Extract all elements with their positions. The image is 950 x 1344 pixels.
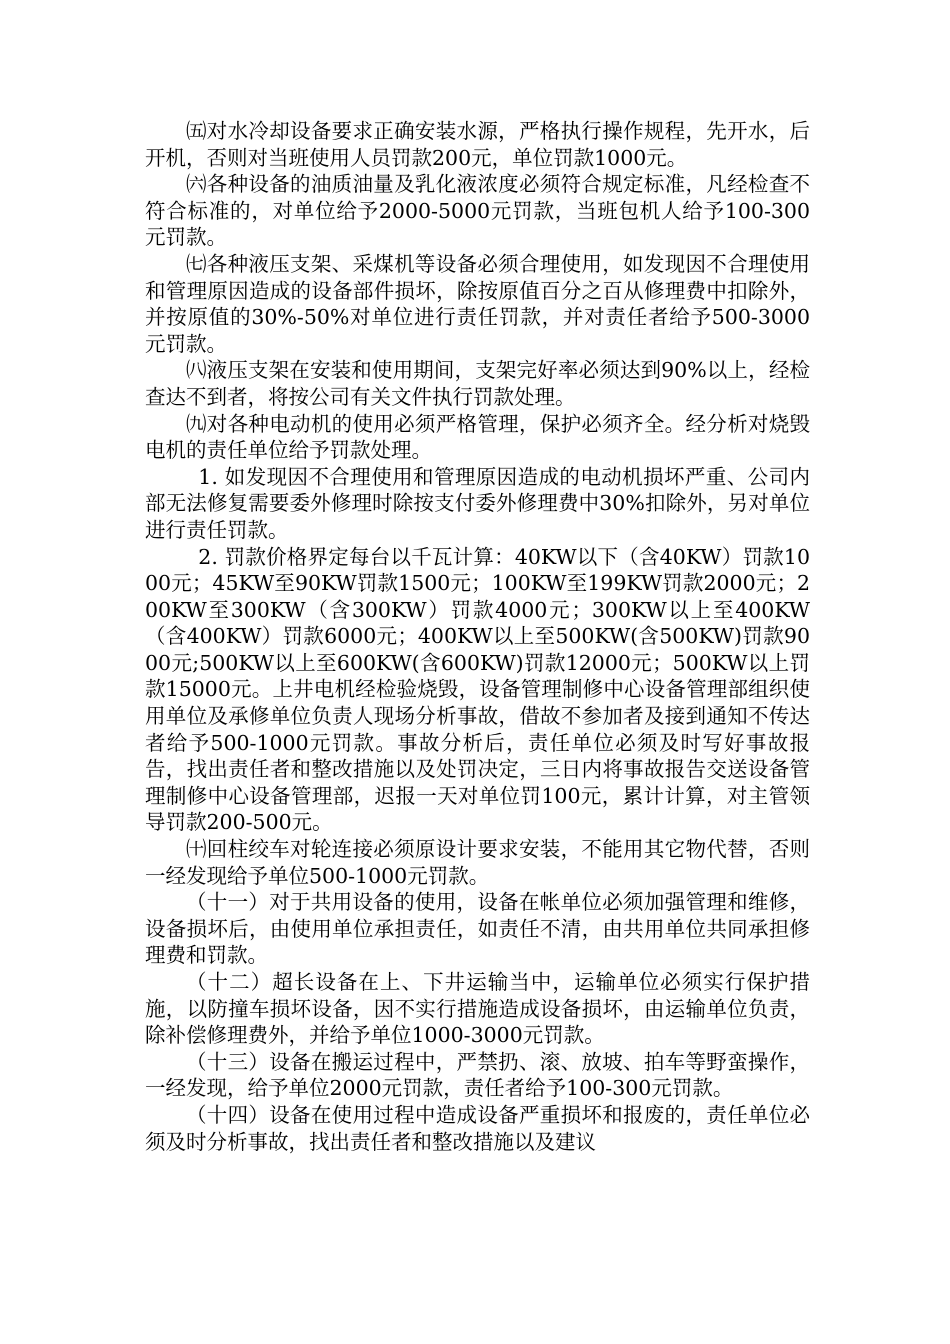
clause-9-item-2: 2. 罚款价格界定每台以千瓦计算：40KW以下（含40KW）罚款1000元；45KW至90KW罚款1500元；100KW至199KW罚款2000元；200KW至300KW（含300KW）罚款4000元；300KW以上至400KW（含400KW）罚款6000元；400KW以上至500KW(含500KW)罚款9000元;500KW以上至600KW(含600KW)罚款12000元；500KW以上罚款15000元。上井电机经检验烧毁，设备管理制修中心设备管理部组织使用单位及承修单位负责人现场分析事故，借故不参加者及接到通知不传达者给予500-1000元罚款。事故分析后，责任单位必须及时写好事故报告，找出责任者和整改措施以及处罚决定，三日内将事故报告交送设备管理制修中心设备管理部，迟报一天对单位罚100元，累计计算，对主管领导罚款200-500元。 [145, 544, 810, 835]
clause-7: ㈦各种液压支架、采煤机等设备必须合理使用，如发现因不合理使用和管理原因造成的设备部件损坏，除按原值百分之百从修理费中扣除外，并按原值的30%-50%对单位进行责任罚款，并对责任者给予500-3000元罚款。 [145, 251, 810, 356]
clause-11: （十一）对于共用设备的使用，设备在帐单位必须加强管理和维修，设备损坏后，由使用单位承担责任，如责任不清，由共用单位共同承担修理费和罚款。 [145, 890, 810, 968]
clause-13: （十三）设备在搬运过程中，严禁扔、滚、放坡、拍车等野蛮操作，一经发现，给予单位2000元罚款，责任者给予100-300元罚款。 [145, 1049, 810, 1101]
clause-8: ㈧液压支架在安装和使用期间，支架完好率必须达到90%以上，经检查达不到者，将按公司有关文件执行罚款处理。 [145, 358, 810, 409]
clause-5: ㈤对水冷却设备要求正确安装水源，严格执行操作规程，先开水，后开机，否则对当班使用人员罚款200元，单位罚款1000元。 [145, 119, 810, 170]
clause-12: （十二）超长设备在上、下井运输当中，运输单位必须实行保护措施，以防撞车损坏设备，因不实行措施造成设备损坏，由运输单位负责，除补偿修理费外，并给予单位1000-3000元罚款。 [145, 970, 810, 1048]
clause-6: ㈥各种设备的油质油量及乳化液浓度必须符合规定标准，凡经检查不符合标准的，对单位给予2000-5000元罚款，当班包机人给予100-300元罚款。 [145, 172, 810, 250]
document-body [145, 118, 810, 1155]
clause-14: （十四）设备在使用过程中造成设备严重损坏和报废的，责任单位必须及时分析事故，找出责任者和整改措施以及建议 [145, 1102, 810, 1154]
clause-9-item-1: 1. 如发现因不合理使用和管理原因造成的电动机损坏严重、公司内部无法修复需要委外修理时除按支付委外修理费中30%扣除外，另对单位进行责任罚款。 [145, 464, 810, 542]
clause-9: ㈨对各种电动机的使用必须严格管理，保护必须齐全。经分析对烧毁电机的责任单位给予罚款处理。 [145, 411, 810, 463]
clause-10: ㈩回柱绞车对轮连接必须原设计要求安装，不能用其它物代替，否则一经发现给予单位500-1000元罚款。 [145, 837, 810, 888]
